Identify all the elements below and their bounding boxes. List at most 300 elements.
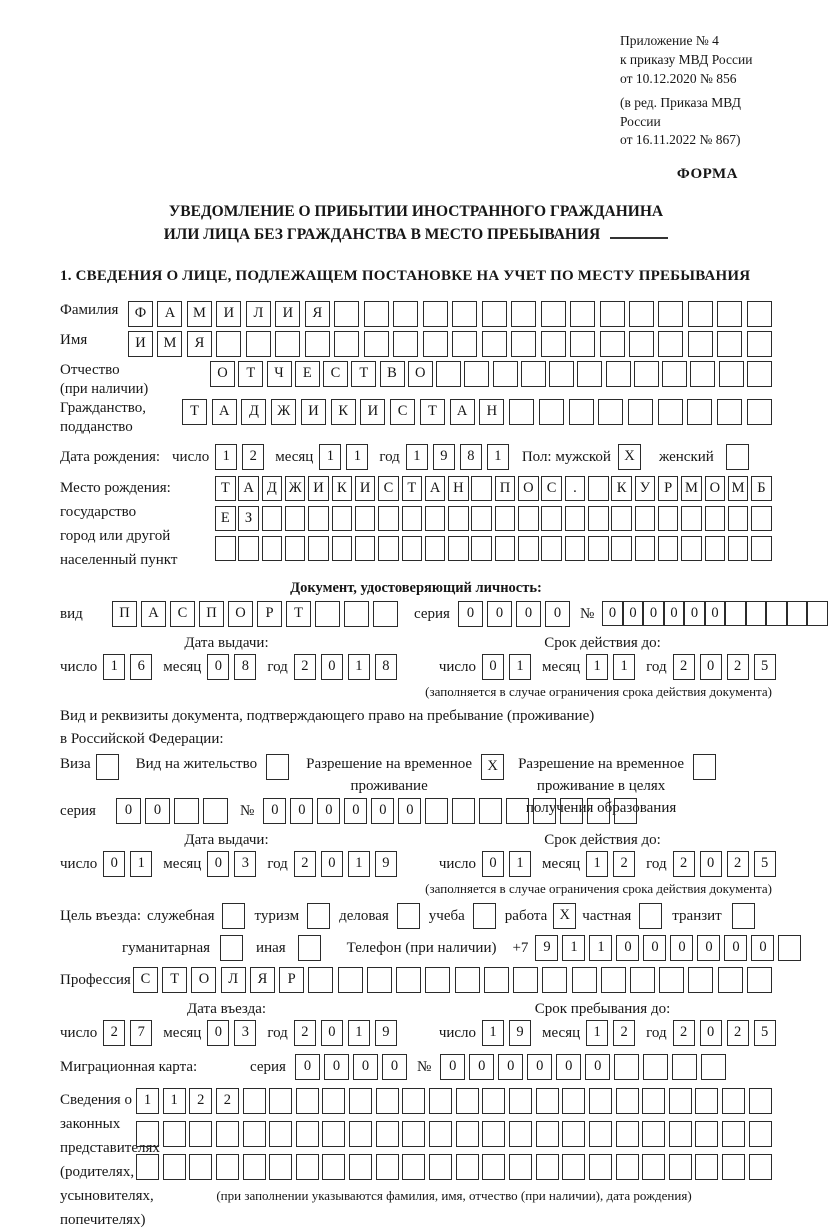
char-cell[interactable]: Е (215, 506, 236, 531)
char-cell[interactable] (334, 331, 359, 357)
char-cell[interactable]: Т (420, 399, 445, 425)
char-cell[interactable] (562, 1154, 585, 1180)
char-cell[interactable] (402, 536, 423, 561)
char-cell[interactable]: 3 (234, 1020, 256, 1046)
char-cell[interactable]: С (390, 399, 415, 425)
char-cell[interactable] (572, 967, 597, 993)
char-cell[interactable]: 6 (130, 654, 152, 680)
char-cell[interactable] (471, 536, 492, 561)
char-cell[interactable]: Р (658, 476, 679, 501)
char-cell[interactable] (215, 536, 236, 561)
char-cell[interactable] (482, 1088, 505, 1114)
char-cell[interactable] (393, 331, 418, 357)
char-cell[interactable]: 0 (616, 935, 639, 961)
char-cell[interactable] (322, 1121, 345, 1147)
char-cell[interactable]: Я (305, 301, 330, 327)
char-cell[interactable]: М (157, 331, 182, 357)
char-cell[interactable]: 2 (294, 851, 316, 877)
char-cell[interactable]: 9 (433, 444, 455, 470)
char-cell[interactable] (238, 536, 259, 561)
char-cell[interactable] (687, 399, 712, 425)
char-cell[interactable] (455, 967, 480, 993)
char-cell[interactable] (749, 1121, 772, 1147)
char-cell[interactable] (349, 1154, 372, 1180)
char-cell[interactable] (725, 601, 746, 626)
char-cell[interactable]: О (408, 361, 433, 387)
char-cell[interactable]: 1 (103, 654, 125, 680)
char-cell[interactable]: 2 (727, 654, 749, 680)
char-cell[interactable] (402, 506, 423, 531)
char-cell[interactable] (747, 301, 772, 327)
char-cell[interactable] (642, 1088, 665, 1114)
char-cell[interactable]: Я (250, 967, 275, 993)
char-cell[interactable]: Т (238, 361, 263, 387)
char-cell[interactable] (565, 506, 586, 531)
char-cell[interactable]: А (450, 399, 475, 425)
char-cell[interactable] (338, 967, 363, 993)
char-cell[interactable]: 0 (290, 798, 313, 824)
char-cell[interactable] (296, 1121, 319, 1147)
char-cell[interactable]: Р (257, 601, 282, 627)
char-cell[interactable]: С (133, 967, 158, 993)
char-cell[interactable]: С (170, 601, 195, 627)
char-cell[interactable]: 0 (602, 601, 623, 626)
char-cell[interactable] (695, 1121, 718, 1147)
char-cell[interactable]: 0 (516, 601, 541, 627)
char-cell[interactable]: И (360, 399, 385, 425)
char-cell[interactable]: 0 (700, 654, 722, 680)
purpose-study-checkbox[interactable] (473, 903, 496, 929)
char-cell[interactable] (541, 506, 562, 531)
char-cell[interactable] (705, 506, 726, 531)
char-cell[interactable]: 5 (754, 654, 776, 680)
char-cell[interactable] (600, 301, 625, 327)
char-cell[interactable]: А (141, 601, 166, 627)
char-cell[interactable]: 0 (697, 935, 720, 961)
char-cell[interactable]: К (611, 476, 632, 501)
char-cell[interactable]: 0 (585, 1054, 610, 1080)
char-cell[interactable] (642, 1154, 665, 1180)
char-cell[interactable]: 2 (673, 851, 695, 877)
char-cell[interactable] (464, 361, 489, 387)
char-cell[interactable] (718, 967, 743, 993)
char-cell[interactable] (308, 967, 333, 993)
char-cell[interactable] (396, 967, 421, 993)
char-cell[interactable] (305, 331, 330, 357)
char-cell[interactable]: 0 (724, 935, 747, 961)
char-cell[interactable] (616, 1154, 639, 1180)
char-cell[interactable] (364, 301, 389, 327)
option-temp-residence-education-checkbox[interactable] (693, 754, 716, 780)
char-cell[interactable]: О (191, 967, 216, 993)
char-cell[interactable] (662, 361, 687, 387)
char-cell[interactable]: А (212, 399, 237, 425)
char-cell[interactable]: 1 (509, 654, 531, 680)
char-cell[interactable] (344, 601, 369, 627)
char-cell[interactable] (747, 331, 772, 357)
char-cell[interactable]: 0 (469, 1054, 494, 1080)
char-cell[interactable]: 2 (242, 444, 264, 470)
char-cell[interactable] (203, 798, 228, 824)
char-cell[interactable]: 0 (700, 1020, 722, 1046)
char-cell[interactable]: 0 (321, 851, 343, 877)
char-cell[interactable] (452, 331, 477, 357)
char-cell[interactable] (436, 361, 461, 387)
char-cell[interactable] (262, 506, 283, 531)
char-cell[interactable]: 0 (643, 601, 664, 626)
char-cell[interactable]: 8 (234, 654, 256, 680)
char-cell[interactable] (728, 506, 749, 531)
char-cell[interactable] (701, 1054, 726, 1080)
char-cell[interactable] (634, 361, 659, 387)
char-cell[interactable] (493, 361, 518, 387)
char-cell[interactable] (628, 399, 653, 425)
char-cell[interactable] (429, 1154, 452, 1180)
char-cell[interactable]: 0 (321, 1020, 343, 1046)
char-cell[interactable] (601, 967, 626, 993)
char-cell[interactable] (425, 506, 446, 531)
char-cell[interactable] (479, 798, 502, 824)
char-cell[interactable] (136, 1121, 159, 1147)
char-cell[interactable] (778, 935, 801, 961)
char-cell[interactable] (560, 798, 583, 824)
char-cell[interactable] (393, 301, 418, 327)
char-cell[interactable]: 0 (458, 601, 483, 627)
char-cell[interactable] (688, 967, 713, 993)
char-cell[interactable] (562, 1088, 585, 1114)
char-cell[interactable] (482, 301, 507, 327)
char-cell[interactable] (588, 506, 609, 531)
char-cell[interactable]: 0 (498, 1054, 523, 1080)
char-cell[interactable] (448, 506, 469, 531)
char-cell[interactable] (269, 1154, 292, 1180)
char-cell[interactable]: 1 (406, 444, 428, 470)
char-cell[interactable] (635, 536, 656, 561)
char-cell[interactable] (635, 506, 656, 531)
char-cell[interactable]: И (308, 476, 329, 501)
char-cell[interactable] (511, 331, 536, 357)
char-cell[interactable]: 9 (535, 935, 558, 961)
char-cell[interactable]: 1 (562, 935, 585, 961)
char-cell[interactable]: К (332, 476, 353, 501)
char-cell[interactable]: О (210, 361, 235, 387)
char-cell[interactable]: 7 (130, 1020, 152, 1046)
char-cell[interactable]: 0 (440, 1054, 465, 1080)
char-cell[interactable]: М (728, 476, 749, 501)
char-cell[interactable] (285, 536, 306, 561)
char-cell[interactable]: 8 (375, 654, 397, 680)
char-cell[interactable] (787, 601, 808, 626)
char-cell[interactable] (719, 361, 744, 387)
char-cell[interactable]: 0 (207, 654, 229, 680)
char-cell[interactable]: А (425, 476, 446, 501)
char-cell[interactable] (588, 476, 609, 501)
char-cell[interactable]: И (128, 331, 153, 357)
char-cell[interactable] (511, 301, 536, 327)
char-cell[interactable]: 1 (136, 1088, 159, 1114)
char-cell[interactable] (423, 331, 448, 357)
option-visa-checkbox[interactable] (96, 754, 119, 780)
char-cell[interactable] (598, 399, 623, 425)
char-cell[interactable] (629, 301, 654, 327)
purpose-transit-checkbox[interactable] (732, 903, 755, 929)
char-cell[interactable] (425, 798, 448, 824)
char-cell[interactable] (690, 361, 715, 387)
char-cell[interactable]: Ч (267, 361, 292, 387)
char-cell[interactable] (746, 601, 767, 626)
char-cell[interactable]: 2 (294, 654, 316, 680)
char-cell[interactable]: Т (215, 476, 236, 501)
char-cell[interactable]: 2 (294, 1020, 316, 1046)
char-cell[interactable] (562, 1121, 585, 1147)
char-cell[interactable] (367, 967, 392, 993)
char-cell[interactable]: Н (448, 476, 469, 501)
char-cell[interactable]: П (495, 476, 516, 501)
char-cell[interactable] (402, 1121, 425, 1147)
char-cell[interactable] (672, 1054, 697, 1080)
option-residence-permit-checkbox[interactable] (266, 754, 289, 780)
char-cell[interactable] (614, 1054, 639, 1080)
char-cell[interactable] (659, 967, 684, 993)
char-cell[interactable] (189, 1154, 212, 1180)
char-cell[interactable]: Л (246, 301, 271, 327)
char-cell[interactable]: 0 (353, 1054, 378, 1080)
char-cell[interactable] (322, 1154, 345, 1180)
char-cell[interactable] (322, 1088, 345, 1114)
char-cell[interactable] (577, 361, 602, 387)
char-cell[interactable] (355, 506, 376, 531)
char-cell[interactable] (614, 798, 637, 824)
char-cell[interactable]: 2 (727, 1020, 749, 1046)
char-cell[interactable]: И (301, 399, 326, 425)
char-cell[interactable]: 5 (754, 1020, 776, 1046)
char-cell[interactable] (722, 1088, 745, 1114)
char-cell[interactable]: 0 (321, 654, 343, 680)
char-cell[interactable] (482, 331, 507, 357)
char-cell[interactable] (315, 601, 340, 627)
char-cell[interactable] (751, 536, 772, 561)
char-cell[interactable] (425, 967, 450, 993)
char-cell[interactable] (658, 399, 683, 425)
char-cell[interactable]: О (518, 476, 539, 501)
char-cell[interactable] (695, 1154, 718, 1180)
char-cell[interactable]: 9 (375, 1020, 397, 1046)
char-cell[interactable] (509, 1088, 532, 1114)
char-cell[interactable] (174, 798, 199, 824)
char-cell[interactable] (630, 967, 655, 993)
char-cell[interactable]: 1 (346, 444, 368, 470)
char-cell[interactable]: 0 (116, 798, 141, 824)
char-cell[interactable] (243, 1154, 266, 1180)
char-cell[interactable]: П (199, 601, 224, 627)
char-cell[interactable]: 1 (319, 444, 341, 470)
char-cell[interactable] (332, 506, 353, 531)
char-cell[interactable]: 0 (103, 851, 125, 877)
char-cell[interactable] (482, 1154, 505, 1180)
char-cell[interactable]: 0 (344, 798, 367, 824)
char-cell[interactable] (642, 1121, 665, 1147)
char-cell[interactable] (482, 1121, 505, 1147)
char-cell[interactable]: С (541, 476, 562, 501)
char-cell[interactable]: 0 (398, 798, 421, 824)
char-cell[interactable]: 0 (643, 935, 666, 961)
char-cell[interactable] (452, 301, 477, 327)
char-cell[interactable] (629, 331, 654, 357)
char-cell[interactable] (429, 1121, 452, 1147)
char-cell[interactable]: П (112, 601, 137, 627)
char-cell[interactable] (717, 301, 742, 327)
purpose-humanitarian-checkbox[interactable] (220, 935, 243, 961)
char-cell[interactable] (423, 301, 448, 327)
char-cell[interactable]: 0 (382, 1054, 407, 1080)
char-cell[interactable] (285, 506, 306, 531)
char-cell[interactable]: Д (262, 476, 283, 501)
char-cell[interactable]: 8 (460, 444, 482, 470)
char-cell[interactable] (402, 1088, 425, 1114)
char-cell[interactable]: 1 (130, 851, 152, 877)
char-cell[interactable]: С (323, 361, 348, 387)
char-cell[interactable] (216, 331, 241, 357)
char-cell[interactable]: Т (182, 399, 207, 425)
char-cell[interactable] (747, 399, 772, 425)
char-cell[interactable] (722, 1121, 745, 1147)
char-cell[interactable] (349, 1121, 372, 1147)
char-cell[interactable]: 1 (589, 935, 612, 961)
char-cell[interactable]: 2 (727, 851, 749, 877)
char-cell[interactable] (669, 1121, 692, 1147)
char-cell[interactable] (456, 1121, 479, 1147)
char-cell[interactable]: 1 (348, 851, 370, 877)
char-cell[interactable] (296, 1154, 319, 1180)
char-cell[interactable] (549, 361, 574, 387)
char-cell[interactable] (611, 536, 632, 561)
char-cell[interactable] (669, 1088, 692, 1114)
char-cell[interactable] (349, 1088, 372, 1114)
char-cell[interactable]: 1 (586, 1020, 608, 1046)
char-cell[interactable] (332, 536, 353, 561)
char-cell[interactable] (376, 1121, 399, 1147)
char-cell[interactable]: А (157, 301, 182, 327)
char-cell[interactable]: 0 (556, 1054, 581, 1080)
char-cell[interactable] (728, 536, 749, 561)
char-cell[interactable] (509, 1154, 532, 1180)
char-cell[interactable]: 0 (263, 798, 286, 824)
char-cell[interactable] (658, 331, 683, 357)
char-cell[interactable] (533, 798, 556, 824)
char-cell[interactable] (376, 1088, 399, 1114)
char-cell[interactable] (243, 1088, 266, 1114)
char-cell[interactable] (471, 476, 492, 501)
char-cell[interactable]: 0 (317, 798, 340, 824)
char-cell[interactable] (541, 331, 566, 357)
char-cell[interactable]: 0 (207, 1020, 229, 1046)
purpose-work-checkbox[interactable]: X (553, 903, 576, 929)
option-temp-residence-checkbox[interactable]: X (481, 754, 504, 780)
char-cell[interactable] (378, 506, 399, 531)
char-cell[interactable]: В (380, 361, 405, 387)
char-cell[interactable]: 0 (295, 1054, 320, 1080)
char-cell[interactable]: 0 (684, 601, 705, 626)
char-cell[interactable] (376, 1154, 399, 1180)
char-cell[interactable]: 0 (371, 798, 394, 824)
char-cell[interactable]: Н (479, 399, 504, 425)
char-cell[interactable] (643, 1054, 668, 1080)
char-cell[interactable]: М (187, 301, 212, 327)
char-cell[interactable] (136, 1154, 159, 1180)
char-cell[interactable] (334, 301, 359, 327)
char-cell[interactable]: К (331, 399, 356, 425)
char-cell[interactable] (456, 1088, 479, 1114)
char-cell[interactable] (600, 331, 625, 357)
char-cell[interactable]: 2 (673, 1020, 695, 1046)
char-cell[interactable] (402, 1154, 425, 1180)
char-cell[interactable] (355, 536, 376, 561)
char-cell[interactable]: С (378, 476, 399, 501)
char-cell[interactable] (705, 536, 726, 561)
char-cell[interactable]: 1 (215, 444, 237, 470)
char-cell[interactable]: У (635, 476, 656, 501)
char-cell[interactable] (216, 1154, 239, 1180)
char-cell[interactable] (747, 967, 772, 993)
char-cell[interactable] (565, 536, 586, 561)
char-cell[interactable]: 9 (375, 851, 397, 877)
char-cell[interactable]: 0 (527, 1054, 552, 1080)
char-cell[interactable]: 0 (324, 1054, 349, 1080)
char-cell[interactable]: 0 (664, 601, 685, 626)
char-cell[interactable]: 1 (163, 1088, 186, 1114)
char-cell[interactable] (373, 601, 398, 627)
char-cell[interactable] (243, 1121, 266, 1147)
char-cell[interactable] (269, 1088, 292, 1114)
purpose-private-checkbox[interactable] (639, 903, 662, 929)
char-cell[interactable]: Ф (128, 301, 153, 327)
char-cell[interactable]: 0 (545, 601, 570, 627)
char-cell[interactable] (749, 1088, 772, 1114)
char-cell[interactable]: О (228, 601, 253, 627)
char-cell[interactable]: Л (221, 967, 246, 993)
char-cell[interactable]: 5 (754, 851, 776, 877)
char-cell[interactable] (536, 1121, 559, 1147)
char-cell[interactable]: 1 (348, 654, 370, 680)
char-cell[interactable] (425, 536, 446, 561)
char-cell[interactable] (308, 506, 329, 531)
char-cell[interactable]: 0 (482, 654, 504, 680)
char-cell[interactable] (587, 798, 610, 824)
char-cell[interactable] (717, 331, 742, 357)
char-cell[interactable]: З (238, 506, 259, 531)
char-cell[interactable]: 2 (613, 1020, 635, 1046)
char-cell[interactable] (448, 536, 469, 561)
char-cell[interactable] (216, 1121, 239, 1147)
char-cell[interactable]: 9 (509, 1020, 531, 1046)
char-cell[interactable]: М (681, 476, 702, 501)
char-cell[interactable] (262, 536, 283, 561)
char-cell[interactable] (807, 601, 828, 626)
char-cell[interactable] (717, 399, 742, 425)
char-cell[interactable] (658, 536, 679, 561)
char-cell[interactable] (541, 301, 566, 327)
char-cell[interactable]: И (216, 301, 241, 327)
char-cell[interactable] (269, 1121, 292, 1147)
char-cell[interactable] (495, 536, 516, 561)
char-cell[interactable]: 0 (670, 935, 693, 961)
char-cell[interactable]: Т (351, 361, 376, 387)
char-cell[interactable] (364, 331, 389, 357)
char-cell[interactable] (296, 1088, 319, 1114)
char-cell[interactable]: Р (279, 967, 304, 993)
char-cell[interactable]: 0 (482, 851, 504, 877)
char-cell[interactable]: . (565, 476, 586, 501)
